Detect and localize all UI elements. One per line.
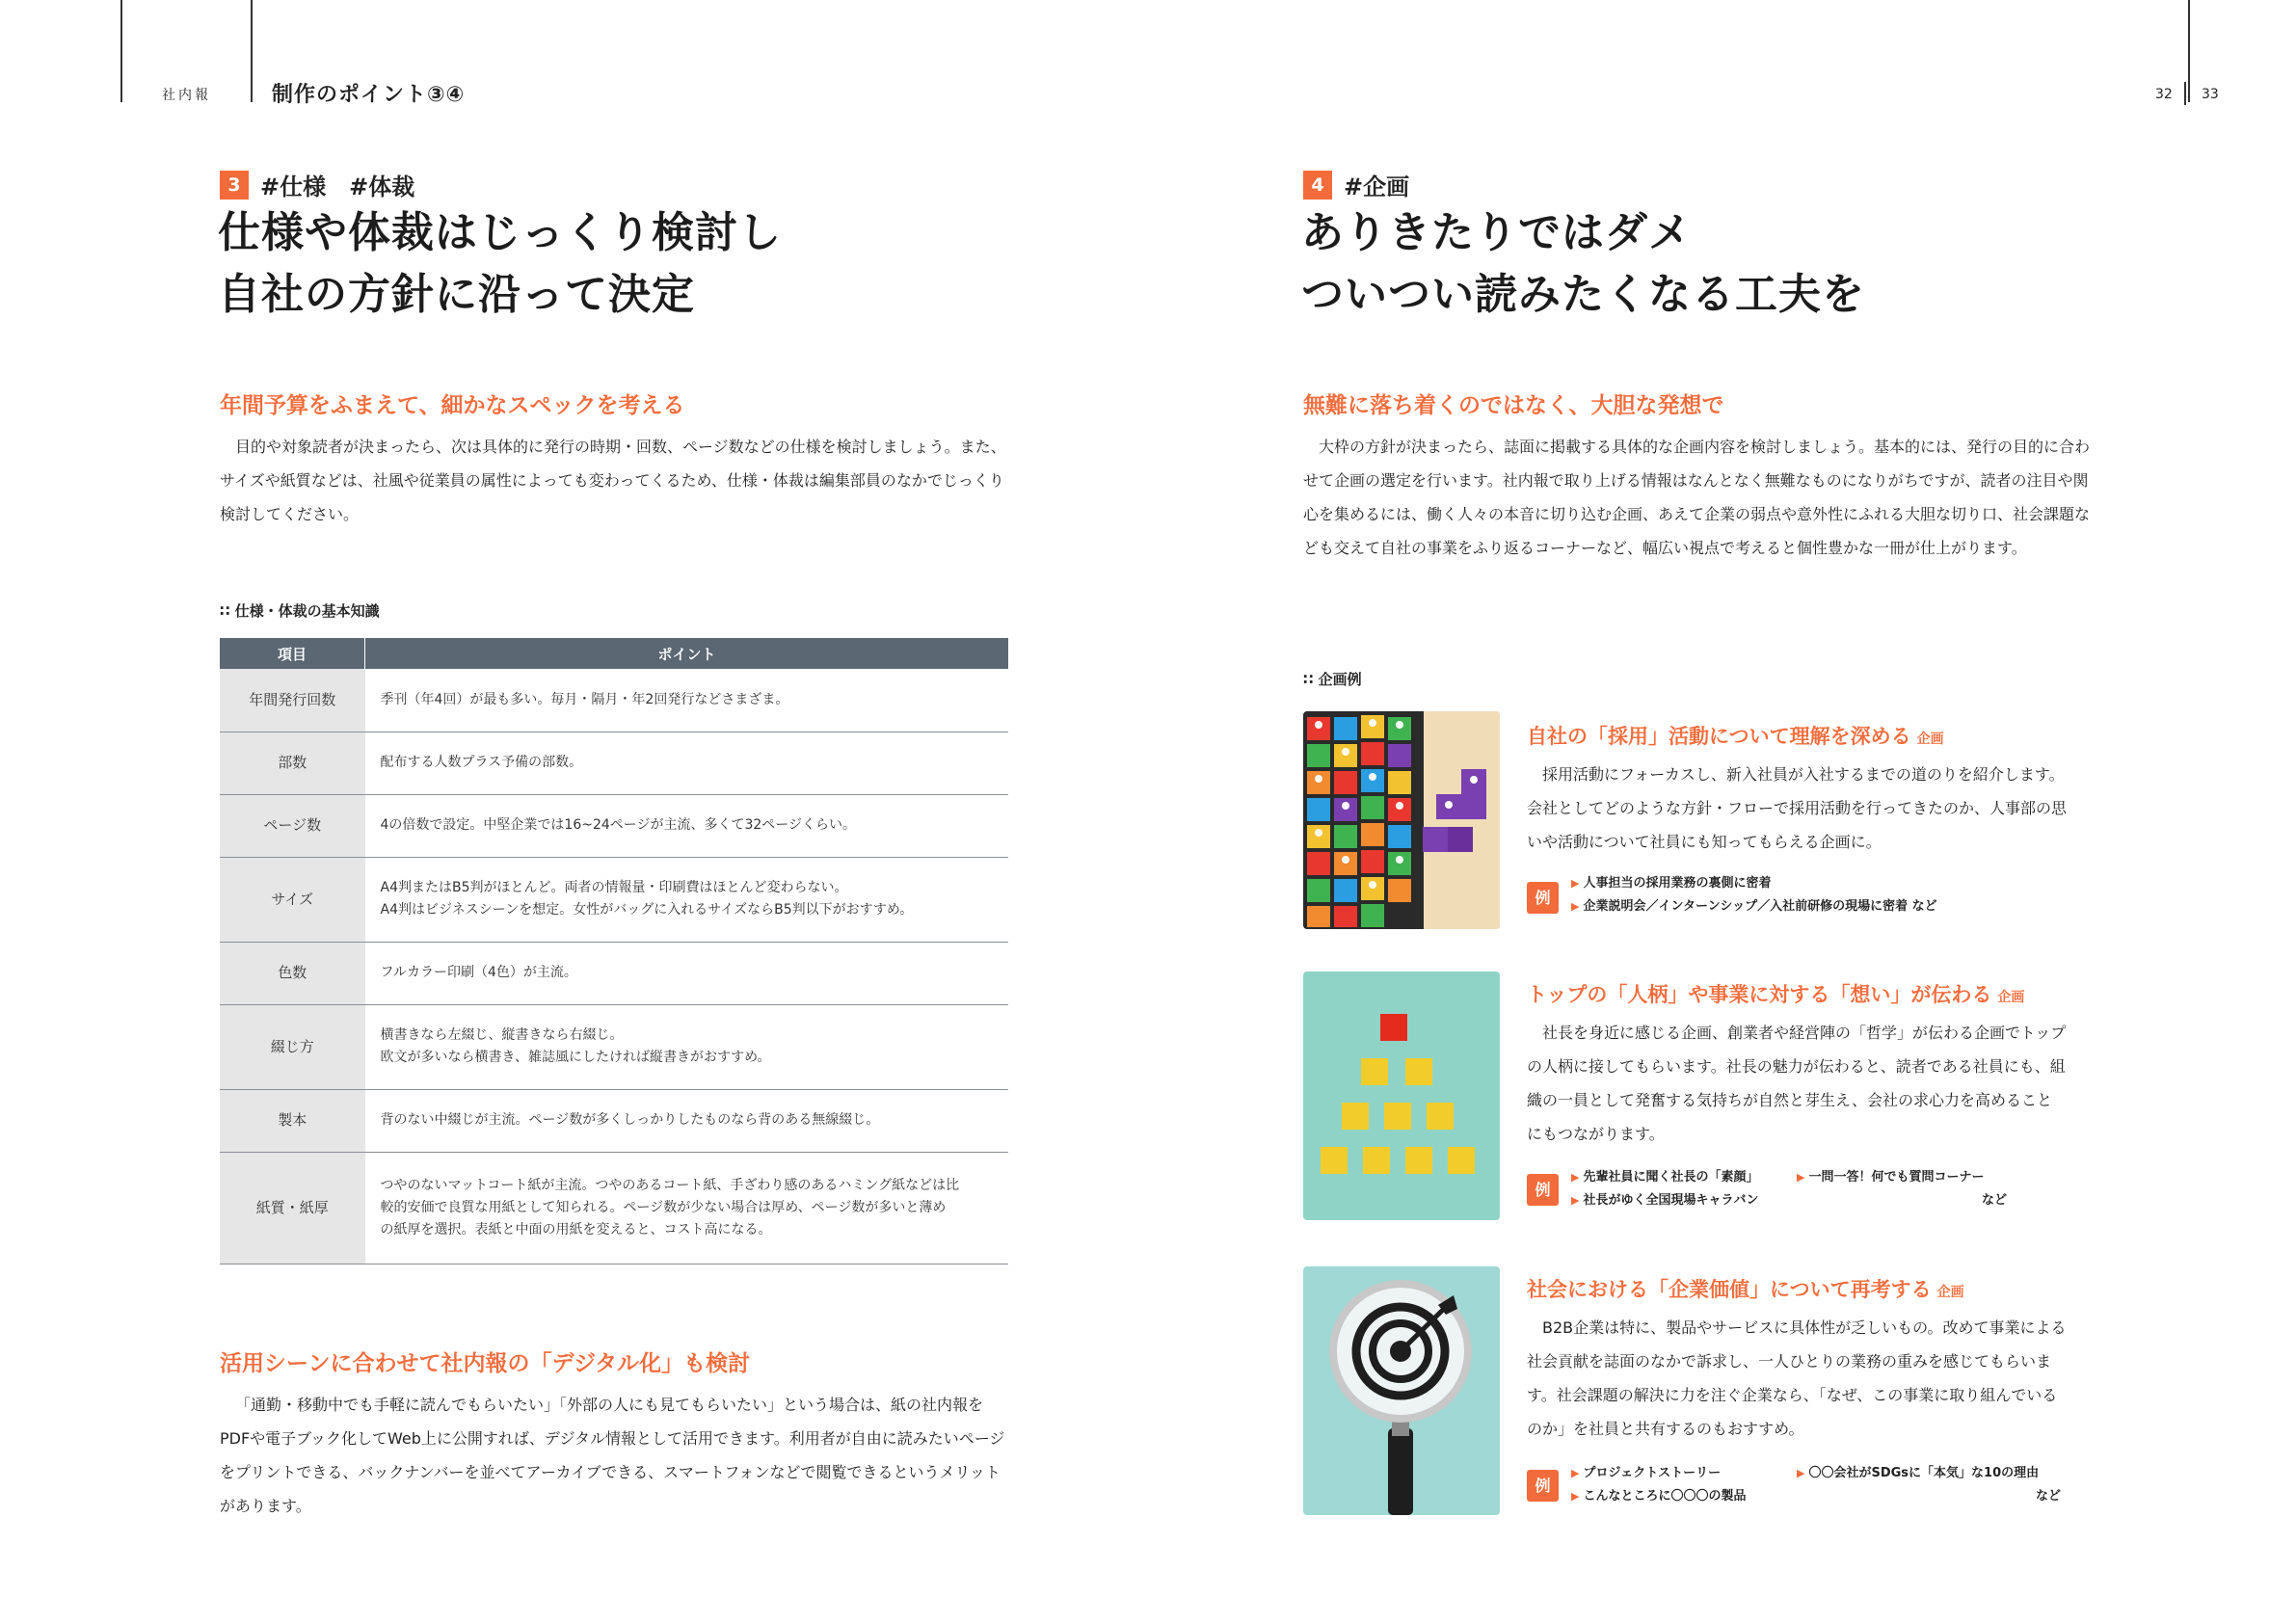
point-line: 背のない中綴じが主流。ページ数が多くしっかりしたものなら背のある無線綴じ。: [380, 1112, 880, 1128]
point-line: 4の倍数で設定。中堅企業では16~24ページが主流、多くて32ページくらい。: [380, 817, 857, 833]
table-cell-item: ページ数: [220, 794, 365, 857]
example-etc: など: [2036, 1489, 2062, 1504]
table-cell-point: [365, 857, 1009, 942]
headline-line: ついつい読みたくなる工夫を: [1301, 270, 1865, 319]
example-plan-label: 企画: [1936, 1285, 1964, 1300]
example-title: [1527, 721, 1944, 750]
section-tag-text: #仕様 #体裁: [260, 173, 415, 200]
point-line: 配布する人数プラス予備の部数。: [380, 755, 583, 770]
point-line: 欧文が多いなら横書き、雑誌風にしたければ縦書きがおすすめ。: [380, 1050, 771, 1065]
table-row: [220, 1004, 1008, 1089]
example-plan-label: 企画: [1997, 990, 2025, 1005]
spec-table: [220, 638, 1008, 1265]
table-cell-item: サイズ: [220, 857, 365, 942]
bullet-text: 社長がゆく全国現場キャラバン: [1583, 1193, 1759, 1208]
table-cell-item: 紙質・紙厚: [220, 1152, 365, 1264]
triangle-bullet-icon: ▶: [1571, 1194, 1580, 1207]
table-cell-item: 部数: [220, 732, 365, 794]
example-body: B2B企業は特に、製品やサービスに具体性が乏しいもの。改めて事業による社会貢献を誌面のなかで訴求し、一人ひとりの業務の重みを感じてもらいます。社会課題の解決に力を注ぐ企業なら、「なぜ、この事業に取り組んでいるのか」を社員と共有するのもおすすめ。: [1527, 1318, 2067, 1438]
triangle-bullet-icon: ▶: [1571, 877, 1580, 890]
table-row: [220, 1152, 1008, 1264]
right-body-planning: 大枠の方針が決まったら、誌面に掲載する具体的な企画内容を検討しましょう。基本的には、発行の目的に合わせて企画の選定を行います。社内報で取り上げる情報はなんとなく無難なものになりがちですが、読者の注目や関心を集めるには、働く人々の本音に切り込む企画、あえて企業の弱点や意外性にふれる大胆な切り口、社会課題なども交えて自社の事業をふり返るコーナーなど、幅広い視点で考えると個性豊かな一冊が仕上がります。: [1303, 438, 2091, 557]
right-headline: [1301, 202, 1865, 326]
table-cell-item: 年間発行回数: [220, 669, 365, 732]
header-rule-mid: [251, 0, 253, 102]
header-section-label: 社内報: [162, 88, 211, 103]
example-badge: 例: [1527, 882, 1559, 914]
bullet-text: こんなところに〇〇〇の製品: [1583, 1489, 1747, 1504]
page-number-divider: [2184, 82, 2186, 105]
list-item: [1797, 1462, 2039, 1485]
page-number-right: 33: [2202, 87, 2219, 102]
list-item: [1571, 1462, 1746, 1485]
example-bullets: [1571, 1166, 1758, 1212]
bullet-text: 企業説明会／インターンシップ／入社前研修の現場に密着 など: [1583, 899, 1937, 914]
left-headline: [218, 202, 782, 326]
point-line: フルカラー印刷（4色）が主流。: [380, 965, 577, 980]
table-cell-item: 綴じ方: [220, 1004, 365, 1089]
list-item: [1571, 895, 1937, 918]
example-title-text: トップの「人柄」や事業に対する「想い」が伝わる: [1527, 983, 1992, 1006]
example-body: 採用活動にフォーカスし、新入社員が入社するまでの道のりを紹介します。会社としてどのような方針・フローで採用活動を行ってきたのか、人事部の思いや活動について社員にも知ってもらえる企画に。: [1527, 765, 2068, 851]
point-line: A4判はビジネスシーンを想定。女性がバッグに入れるサイズならB5判以下がおすすめ。: [380, 902, 914, 918]
left-body-spec: 目的や対象読者が決まったら、次は具体的に発行の時期・回数、ページ数などの仕様を検討しましょう。また、サイズや紙質などは、社風や従業員の属性によっても変わってくるため、仕様・体裁は編集部員のなかでじっくり検討してください。: [220, 438, 1006, 523]
triangle-bullet-icon: ▶: [1571, 1490, 1580, 1503]
point-line: つやのないマットコート紙が主流。つやのあるコート紙、手ざわり感のあるハミング紙などは比: [380, 1177, 960, 1193]
header-title: 制作のポイント③④: [272, 83, 466, 107]
example-bullets-col2: [1797, 1166, 1984, 1189]
headline-line: ありきたりではダメ: [1301, 208, 1692, 257]
list-item: [1571, 1485, 1746, 1508]
point-line: 季刊（年4回）が最も多い。毎月・隔月・年2回発行などさまざま。: [380, 691, 789, 707]
section-number-badge: 3: [220, 171, 249, 200]
table-header-point: ポイント: [365, 638, 1009, 669]
table-cell-point: [365, 1152, 1009, 1264]
table-cell-point: [365, 669, 1009, 732]
point-line: 較的安価で良質な用紙として知られる。ページ数が少ない場合は厚め、ページ数が多いと薄め: [380, 1199, 947, 1215]
section-tag-4: [1303, 168, 1409, 201]
left-subhead-budget: 年間予算をふまえて、細かなスペックを考える: [220, 393, 685, 418]
point-line: A4判またはB5判がほとんど。両者の情報量・印刷費はほとんど変わらない。: [380, 880, 848, 895]
table-cell-point: [365, 794, 1009, 857]
example-plan-label: 企画: [1916, 732, 1944, 747]
example-body: 社長を身近に感じる企画、創業者や経営陣の「哲学」が伝わる企画でトップの人柄に接してもらいます。社長の魅力が伝わると、読者である社員にも、組織の一員として発奮する気持ちが自然と芽生え、会社の求心力を高めることにもつながります。: [1527, 1024, 2067, 1143]
table-cell-point: [365, 1004, 1009, 1089]
bullet-text: 人事担当の採用業務の裏側に密着: [1583, 876, 1772, 891]
table-cell-item: 製本: [220, 1089, 365, 1152]
section-tag-3: [220, 168, 414, 201]
example-image-pyramid: [1303, 972, 1500, 1220]
example-bullets: [1571, 1462, 1746, 1508]
list-item: [1571, 872, 1937, 895]
table-row: [220, 732, 1008, 794]
left-subhead-digital: 活用シーンに合わせて社内報の「デジタル化」も検討: [220, 1351, 751, 1376]
page-number-left: 32: [2155, 87, 2173, 102]
table-row: [220, 1089, 1008, 1152]
list-item: [1571, 1166, 1758, 1189]
header-rule-right: [2188, 0, 2190, 102]
triangle-bullet-icon: ▶: [1571, 900, 1580, 913]
headline-line: 自社の方針に沿って決定: [218, 270, 695, 319]
example-bullets-col2: [1797, 1462, 2039, 1485]
example-title-text: 自社の「採用」活動について理解を深める: [1527, 725, 1911, 748]
right-subhead-bold: 無難に落ち着くのではなく、大胆な発想で: [1303, 393, 1724, 418]
section-number-badge: 4: [1303, 171, 1332, 200]
triangle-bullet-icon: ▶: [1571, 1171, 1580, 1184]
bullet-text: 〇〇会社がSDGsに「本気」な10の理由: [1808, 1466, 2040, 1480]
table-cell-point: [365, 942, 1009, 1004]
example-bullets: [1571, 872, 1937, 918]
table-cell-point: [365, 1089, 1009, 1152]
table-caption: ∷ 仕様・体裁の基本知識: [220, 602, 380, 620]
list-item: [1797, 1166, 1984, 1189]
table-cell-point: [365, 732, 1009, 794]
example-title: [1527, 1274, 1964, 1303]
triangle-bullet-icon: ▶: [1571, 1467, 1580, 1479]
example-image-target: [1303, 1266, 1500, 1515]
bullet-text: プロジェクトストーリー: [1583, 1466, 1722, 1480]
section-tag-text: #企画: [1344, 173, 1410, 200]
table-row: [220, 857, 1008, 942]
table-row: [220, 942, 1008, 1004]
header-rule-left: [120, 0, 122, 102]
example-title-text: 社会における「企業価値」について再考する: [1527, 1278, 1932, 1301]
table-row: [220, 669, 1008, 732]
bullet-text: 先輩社員に聞く社長の「素顔」: [1583, 1170, 1759, 1185]
example-badge: 例: [1527, 1174, 1559, 1206]
example-title: [1527, 979, 2024, 1008]
table-header-item: 項目: [220, 638, 365, 669]
example-etc: など: [1982, 1193, 2008, 1208]
examples-caption: ∷ 企画例: [1303, 671, 1362, 688]
list-item: [1571, 1189, 1758, 1212]
triangle-bullet-icon: ▶: [1797, 1467, 1805, 1479]
point-line: の紙厚を選択。表紙と中面の用紙を変えると、コスト高になる。: [380, 1221, 772, 1238]
point-line: 横書きなら左綴じ、縦書きなら右綴じ。: [380, 1027, 624, 1043]
table-row: [220, 794, 1008, 857]
headline-line: 仕様や体裁はじっくり検討し: [218, 208, 782, 257]
bullet-text: 一問一答！何でも質問コーナー: [1808, 1170, 1985, 1185]
example-badge: 例: [1527, 1470, 1559, 1502]
table-header-row: [220, 638, 1008, 669]
example-image-blocks: [1303, 711, 1500, 929]
table-cell-item: 色数: [220, 942, 365, 1004]
left-body-digital: 「通勤・移動中でも手軽に読んでもらいたい」「外部の人にも見てもらいたい」という場合は、紙の社内報をPDFや電子ブック化してWeb上に公開すれば、デジタル情報として活用できます。利用者が自由に読みたいページをプリントできる、バックナンバーを並べてアーカイブできる、スマートフォンなどで閲覧できるというメリットがあります。: [220, 1396, 1005, 1515]
triangle-bullet-icon: ▶: [1797, 1171, 1805, 1184]
